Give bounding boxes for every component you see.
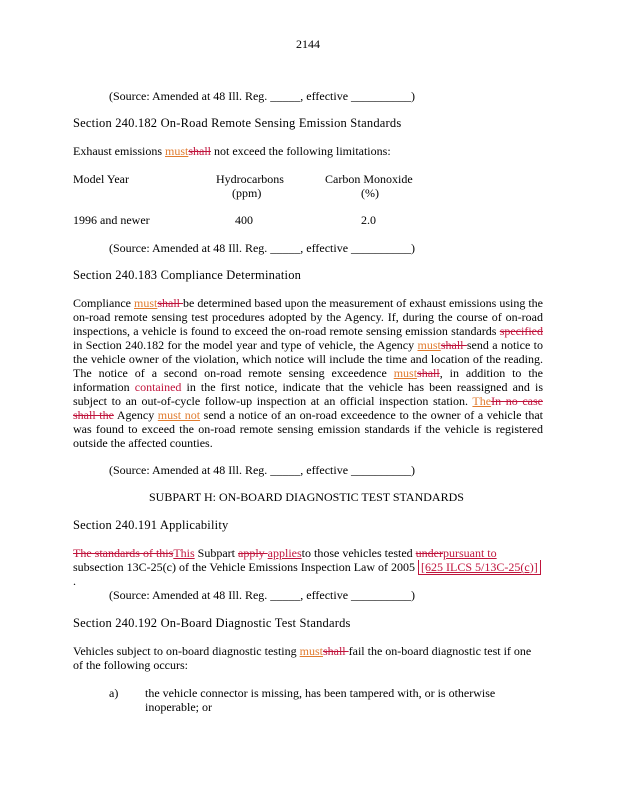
section-heading: Section 240.192 On-Board Diagnostic Test Standards bbox=[73, 616, 351, 630]
text: fail the on-board diagnostic test if one of the following occurs: bbox=[73, 644, 532, 672]
source-note: (Source: Amended at 48 Ill. Reg. _____, effective __________) bbox=[109, 588, 416, 602]
text: send a notice of an on-road exceedence to the owner of a vehicle that was found to exceed the on-road remote sensing emission standards if the vehicle is registered outside the affected counties. bbox=[73, 408, 544, 450]
text: Subpart bbox=[194, 546, 238, 560]
deletion: shall bbox=[417, 366, 440, 380]
paragraph bbox=[73, 144, 391, 159]
col-header-model-year: Model Year bbox=[73, 172, 129, 186]
text: , in addition to the information bbox=[73, 366, 543, 394]
col-header-hc-unit: (ppm) bbox=[232, 186, 262, 200]
subpart-heading: SUBPART H: ON-BOARD DIAGNOSTIC TEST STANDARDS bbox=[149, 490, 464, 504]
col-header-carbon-monoxide: Carbon Monoxide bbox=[325, 172, 413, 186]
paragraph bbox=[73, 644, 543, 672]
deletion: shall bbox=[188, 144, 212, 158]
insertion: must bbox=[393, 366, 418, 380]
list-item-label: a) bbox=[109, 686, 119, 700]
paragraph bbox=[73, 546, 543, 588]
text: not exceed the following limitations: bbox=[211, 144, 391, 158]
text: . bbox=[73, 574, 76, 588]
deletion: The standards of this bbox=[73, 546, 174, 560]
text: in the first notice, indicate that the vehicle has been reassigned and is subject to an out-of-cycle follow-up inspection at an official inspection station. bbox=[73, 380, 544, 408]
text: Agency bbox=[113, 408, 158, 422]
insertion: contained bbox=[134, 380, 182, 394]
deletion: specified bbox=[499, 324, 543, 338]
insertion: must bbox=[417, 338, 441, 352]
insertion: The bbox=[472, 394, 492, 408]
section-heading: Section 240.191 Applicability bbox=[73, 518, 229, 532]
source-note: (Source: Amended at 48 Ill. Reg. _____, effective __________) bbox=[109, 463, 416, 477]
text: to those vehicles tested bbox=[301, 546, 416, 560]
deletion: apply bbox=[238, 546, 268, 560]
insertion: This bbox=[173, 546, 195, 560]
deletion: under bbox=[415, 546, 443, 560]
section-heading: Section 240.182 On-Road Remote Sensing Emission Standards bbox=[73, 116, 402, 130]
col-header-co-unit: (%) bbox=[361, 186, 379, 200]
text: Compliance bbox=[73, 296, 134, 310]
cell-model-year: 1996 and newer bbox=[73, 213, 150, 227]
insertion: applies bbox=[267, 546, 302, 560]
insertion: must bbox=[134, 296, 158, 310]
cell-hc: 400 bbox=[235, 213, 253, 227]
insertion: pursuant to bbox=[442, 546, 497, 560]
paragraph bbox=[73, 296, 543, 450]
text: Exhaust emissions bbox=[73, 144, 165, 158]
statute-citation: [625 ILCS 5/13C-25(c)] bbox=[418, 560, 541, 575]
text: in Section 240.182 for the model year and type of vehicle, the Agency bbox=[73, 338, 418, 352]
source-note: (Source: Amended at 48 Ill. Reg. _____, effective __________) bbox=[109, 89, 416, 103]
text: send a notice to the vehicle owner of the violation, which notice will include the time and location of the reading. The notice of a second on-road remote sensing exceedence bbox=[73, 338, 543, 380]
page-number: 2144 bbox=[296, 37, 320, 51]
text: subsection 13C-25(c) of the Vehicle Emissions Inspection Law of 2005 bbox=[73, 560, 419, 574]
deletion: shall bbox=[440, 338, 467, 352]
deletion: shall bbox=[322, 644, 349, 658]
cell-co: 2.0 bbox=[361, 213, 376, 227]
source-note: (Source: Amended at 48 Ill. Reg. _____, effective __________) bbox=[109, 241, 416, 255]
deletion: shall bbox=[157, 296, 184, 310]
insertion: must bbox=[299, 644, 323, 658]
insertion: must not bbox=[157, 408, 201, 422]
deletion: In no case shall the bbox=[73, 394, 543, 422]
list-item-text: the vehicle connector is missing, has been tampered with, or is otherwise inoperable; or bbox=[145, 686, 496, 714]
insertion: must bbox=[165, 144, 189, 158]
text: Vehicles subject to on-board diagnostic testing bbox=[73, 644, 300, 658]
text: be determined based upon the measurement of exhaust emissions using the on-road remote sensing test procedures adopted by the Agency. If, during the course of on-road inspections, a vehicle is found to exceed the on-road remote sensing emission standards bbox=[73, 296, 543, 338]
section-heading: Section 240.183 Compliance Determination bbox=[73, 268, 302, 282]
col-header-hydrocarbons: Hydrocarbons bbox=[216, 172, 284, 186]
